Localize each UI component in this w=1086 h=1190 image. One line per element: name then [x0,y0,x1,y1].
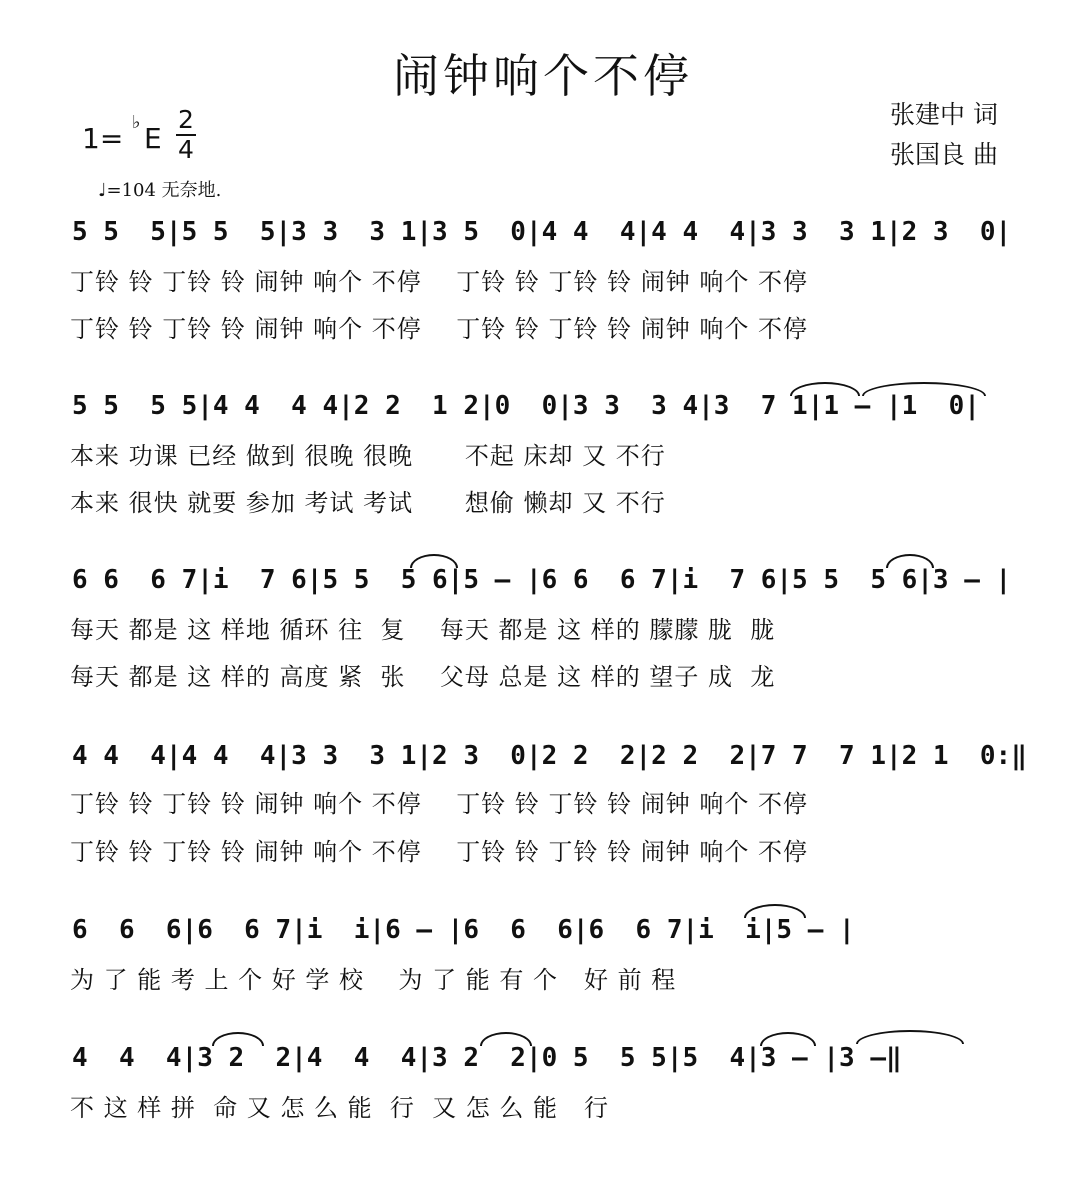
lyric-line-1: 为 了 能 考 上 个 好 学 校 为 了 能 有 个 好 前 程 [70,966,677,994]
lyric-line-2: 每天 都是 这 样的 高度 紧 张 父母 总是 这 样的 望子 成 龙 [70,663,776,691]
credits [890,95,998,175]
tie-mark [790,382,860,396]
lyric-line-1: 本来 功课 已经 做到 很晚 很晚 不起 床却 又 不行 [70,442,666,470]
music-system-3 [0,562,1086,712]
notation-line: 6 6 6|6 6 7|i i|6 — |6 6 6|6 6 7|i i|5 — | [72,915,855,945]
lyricist: 张建中 词 [890,100,998,129]
lyric-line-1: 不 这 样 拼 命 又 怎 么 能 行 又 怎 么 能 行 [70,1094,609,1122]
lyric-line-2: 丁铃 铃 丁铃 铃 闹钟 响个 不停 丁铃 铃 丁铃 铃 闹钟 响个 不停 [70,315,809,343]
key-note: E [144,122,162,155]
tie-mark [886,554,934,568]
flat-sign: ♭ [132,112,141,133]
lyric-line-1: 丁铃 铃 丁铃 铃 闹钟 响个 不停 丁铃 铃 丁铃 铃 闹钟 响个 不停 [70,268,809,296]
lyric-line-2: 本来 很快 就要 参加 考试 考试 想偷 懒却 又 不行 [70,489,666,517]
composer: 张国良 曲 [890,140,998,169]
lyric-line-1: 丁铃 铃 丁铃 铃 闹钟 响个 不停 丁铃 铃 丁铃 铃 闹钟 响个 不停 [70,790,809,818]
music-system-6 [0,1040,1086,1190]
notation-line: 4 4 4|3 2 2|4 4 4|3 2 2|0 5 5 5|5 4|3 — |3 —‖ [72,1043,902,1073]
song-title: 闹钟响个不停 [393,49,693,103]
tie-mark [744,904,806,918]
tie-mark [410,554,458,568]
time-bottom: 4 [176,134,196,164]
music-system-2 [0,388,1086,538]
tie-mark [862,382,986,396]
notation-line: 5 5 5 5|4 4 4 4|2 2 1 2|0 0|3 3 3 4|3 7 1|1 — |1 0| [72,391,980,421]
time-signature [176,106,196,164]
lyric-line-1: 每天 都是 这 样地 循环 往 复 每天 都是 这 样的 朦朦 胧 胧 [70,616,776,644]
tempo-marking: ♩=104 无奈地. [98,180,222,201]
music-system-4 [0,738,1086,888]
notation-line: 5 5 5|5 5 5|3 3 3 1|3 5 0|4 4 4|4 4 4|3 3 3 1|2 3 0| [72,217,1012,247]
music-system-1 [0,214,1086,364]
lyric-line-2: 丁铃 铃 丁铃 铃 闹钟 响个 不停 丁铃 铃 丁铃 铃 闹钟 响个 不停 [70,838,809,866]
key-signature [82,106,222,172]
notation-line: 6 6 6 7|i 7 6|5 5 5 6|5 — |6 6 6 7|i 7 6|5 5 5 6|3 — | [72,565,1012,595]
key-prefix: 1= [82,122,124,155]
time-top: 2 [178,105,194,134]
notation-line: 4 4 4|4 4 4|3 3 3 1|2 3 0|2 2 2|2 2 2|7 7 7 1|2 1 0:‖ [72,741,1027,771]
